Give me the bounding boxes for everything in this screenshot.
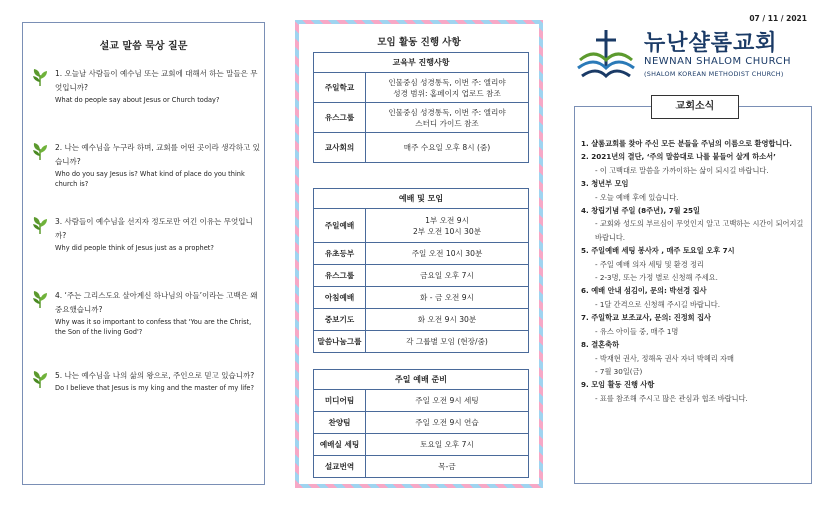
question-korean: 2. 나는 예수님을 누구라 하며, 교회를 어떤 곳이라 생각하고 있습니까? <box>55 143 260 166</box>
news-detail: - 교회와 성도의 부르심이 무엇인지 알고 고백하는 시간이 되어지길 바랍니다. <box>595 219 804 242</box>
education-header: 교육부 진행사항 <box>314 53 529 73</box>
news-detail: - 표를 참조해 주시고 많은 관심과 협조 바랍니다. <box>595 393 748 403</box>
schedule-cell <box>366 287 529 309</box>
schedule-cell <box>366 456 529 478</box>
leaf-icon <box>31 369 49 389</box>
news-title: 교회소식 <box>651 95 739 119</box>
education-table <box>313 52 529 163</box>
schedule-label: 찬양팀 <box>314 412 366 434</box>
news-heading: 7. 주일학교 보조교사, 문의: 진정희 집사 <box>581 313 711 323</box>
schedule-row <box>314 456 529 478</box>
news-detail: - 7월 30일(금) <box>595 366 643 376</box>
schedule-label: 유초등부 <box>314 243 366 265</box>
schedule-cell <box>366 265 529 287</box>
schedule-label: 교사회의 <box>314 133 366 163</box>
church-emblem-icon <box>574 26 638 84</box>
question-korean: 1. 오늘날 사람들이 예수님 또는 교회에 대해서 하는 말들은 무엇입니까? <box>55 69 258 92</box>
news-detail: - 오늘 예배 후에 있습니다. <box>595 192 679 202</box>
schedule-value: 화 - 금 오전 9시 <box>420 293 474 302</box>
schedule-value: 인물중심 성경통독, 이번 주: 엘리야 <box>388 107 506 117</box>
question-english: Why was it so important to confess that 'You are the Christ, the Son of the living God'? <box>55 318 252 336</box>
news-heading: 6. 예배 안내 섬김이, 문의: 박선경 집사 <box>581 286 707 296</box>
schedule-value-2: 2부 오전 10시 30분 <box>412 226 482 236</box>
question-korean: 3. 사람들이 예수님을 선지자 정도로만 여긴 이유는 무엇입니까? <box>55 217 253 240</box>
news-item <box>581 338 809 378</box>
schedule-row <box>314 265 529 287</box>
worship-header: 예배 및 모임 <box>314 189 529 209</box>
schedule-value-2: 스터디 가이드 참조 <box>415 118 479 128</box>
news-item <box>581 284 809 311</box>
schedule-row <box>314 243 529 265</box>
schedule-value: 인물중심 성경통독, 이번 주: 엘리야 <box>388 77 506 87</box>
meditation-title: 설교 말씀 묵상 질문 <box>99 41 188 52</box>
schedule-row <box>314 434 529 456</box>
schedule-label: 주일학교 <box>314 73 366 103</box>
meditation-questions-panel <box>22 22 265 485</box>
leaf-icon <box>31 215 49 235</box>
schedule-value: 매주 수요일 오후 8시 (줌) <box>403 143 491 152</box>
schedule-value: 1부 오전 9시 <box>425 215 469 225</box>
leaf-icon <box>31 289 49 309</box>
schedule-label: 설교번역 <box>314 456 366 478</box>
prep-table <box>313 369 529 478</box>
question-item <box>31 289 261 337</box>
schedule-label: 말씀나눔그룹 <box>314 331 366 353</box>
schedule-row <box>314 103 529 133</box>
schedule-label: 유스그룹 <box>314 265 366 287</box>
schedule-cell <box>366 331 529 353</box>
schedule-value: 토요일 오후 7시 <box>420 440 474 449</box>
schedule-row <box>314 209 529 243</box>
schedule-label: 미디어팀 <box>314 390 366 412</box>
schedule-label: 주일예배 <box>314 209 366 243</box>
schedule-value: 금요일 오후 7시 <box>420 271 474 280</box>
schedule-label: 아침예배 <box>314 287 366 309</box>
question-english: Do I believe that Jesus is my king and the master of my life? <box>55 384 254 392</box>
schedule-value: 주일 오전 9시 연습 <box>415 418 479 427</box>
question-english: Why did people think of Jesus just as a prophet? <box>55 244 214 252</box>
news-detail: - 2-3명, 또는 가정 별로 신청해 주세요. <box>595 273 718 283</box>
schedule-row <box>314 133 529 163</box>
question-english: Who do you say Jesus is? What kind of place do you think church is? <box>55 170 245 188</box>
question-item <box>31 141 261 189</box>
question-item <box>31 215 261 253</box>
news-item <box>581 244 809 284</box>
schedule-cell <box>366 390 529 412</box>
news-detail: - 1달 간격으로 신청해 주시길 바랍니다. <box>595 299 721 309</box>
schedule-value: 주일 오전 10시 30분 <box>411 249 483 258</box>
church-logo <box>574 26 814 86</box>
news-item <box>581 150 809 177</box>
schedule-cell <box>366 434 529 456</box>
news-item <box>581 204 809 244</box>
bulletin-date: 07 / 11 / 2021 <box>749 14 807 23</box>
news-detail: - 주일 예배 의자 세팅 및 환경 정리 <box>595 259 704 269</box>
activities-panel <box>295 20 543 488</box>
news-heading: 1. 샬롬교회를 찾아 주신 모든 분들을 주님의 이름으로 환영합니다. <box>581 139 793 148</box>
schedule-row <box>314 309 529 331</box>
church-subtitle: (SHALOM KOREAN METHODIST CHURCH) <box>644 70 784 78</box>
schedule-row <box>314 287 529 309</box>
schedule-label: 유스그룹 <box>314 103 366 133</box>
schedule-value: 화 오전 9시 30분 <box>417 315 477 324</box>
schedule-value: 목-금 <box>438 462 456 471</box>
news-heading: 8. 결혼축하 <box>581 340 620 350</box>
news-heading: 4. 창립기념 주일 (8주년), 7월 25일 <box>581 206 700 216</box>
schedule-label: 중보기도 <box>314 309 366 331</box>
schedule-row <box>314 331 529 353</box>
leaf-icon <box>31 67 49 87</box>
schedule-cell <box>366 309 529 331</box>
schedule-cell <box>366 243 529 265</box>
church-name-korean: 뉴난샬롬교회 <box>644 31 778 56</box>
schedule-value: 주일 오전 9시 세팅 <box>415 396 479 405</box>
question-item <box>31 369 261 393</box>
question-korean: 5. 나는 예수님을 나의 삶의 왕으로, 주인으로 믿고 있습니까? <box>55 371 255 380</box>
news-item <box>581 378 809 405</box>
question-english: What do people say about Jesus or Church today? <box>55 96 220 104</box>
church-name-english: NEWNAN SHALOM CHURCH <box>644 56 792 67</box>
schedule-row <box>314 73 529 103</box>
news-heading: 3. 청년부 모임 <box>581 179 629 189</box>
schedule-cell <box>366 209 529 243</box>
prep-header: 주일 예배 준비 <box>314 370 529 390</box>
schedule-value: 각 그룹별 모임 (현장/줌) <box>406 337 488 346</box>
news-detail: - 유스 아이들 중, 매주 1명 <box>595 326 679 336</box>
schedule-row <box>314 412 529 434</box>
schedule-row <box>314 390 529 412</box>
activities-title: 모임 활동 진행 사항 <box>377 37 461 48</box>
schedule-label: 예배실 세팅 <box>314 434 366 456</box>
schedule-cell <box>366 73 529 103</box>
news-item <box>581 177 809 204</box>
news-item <box>581 311 809 338</box>
schedule-cell <box>366 103 529 133</box>
question-item <box>31 67 261 105</box>
church-news-panel <box>574 101 812 484</box>
news-list <box>581 137 809 405</box>
schedule-value-2: 성경 범위: 홈페이지 업로드 참조 <box>393 88 501 98</box>
news-heading: 9. 모임 활동 진행 사항 <box>581 380 655 390</box>
schedule-cell <box>366 133 529 163</box>
question-korean: 4. ‘주는 그리스도요 살아계신 하나님의 아들’이라는 고백은 왜 중요했습니까? <box>55 291 258 314</box>
leaf-icon <box>31 141 49 161</box>
news-detail: - 박재현 권사, 정해옥 권사 자녀 박혜리 자매 <box>595 353 734 363</box>
news-item <box>581 137 809 150</box>
worship-table <box>313 188 529 353</box>
news-heading: 2. 2021년의 결단, ‘주의 말씀대로 나를 붙들어 살게 하소서’ <box>581 152 776 162</box>
news-heading: 5. 주일예배 세팅 봉사자 , 매주 토요일 오후 7시 <box>581 246 735 256</box>
news-detail: - 이 고백대로 말씀을 가까이하는 삶이 되시길 바랍니다. <box>595 165 769 175</box>
schedule-cell <box>366 412 529 434</box>
